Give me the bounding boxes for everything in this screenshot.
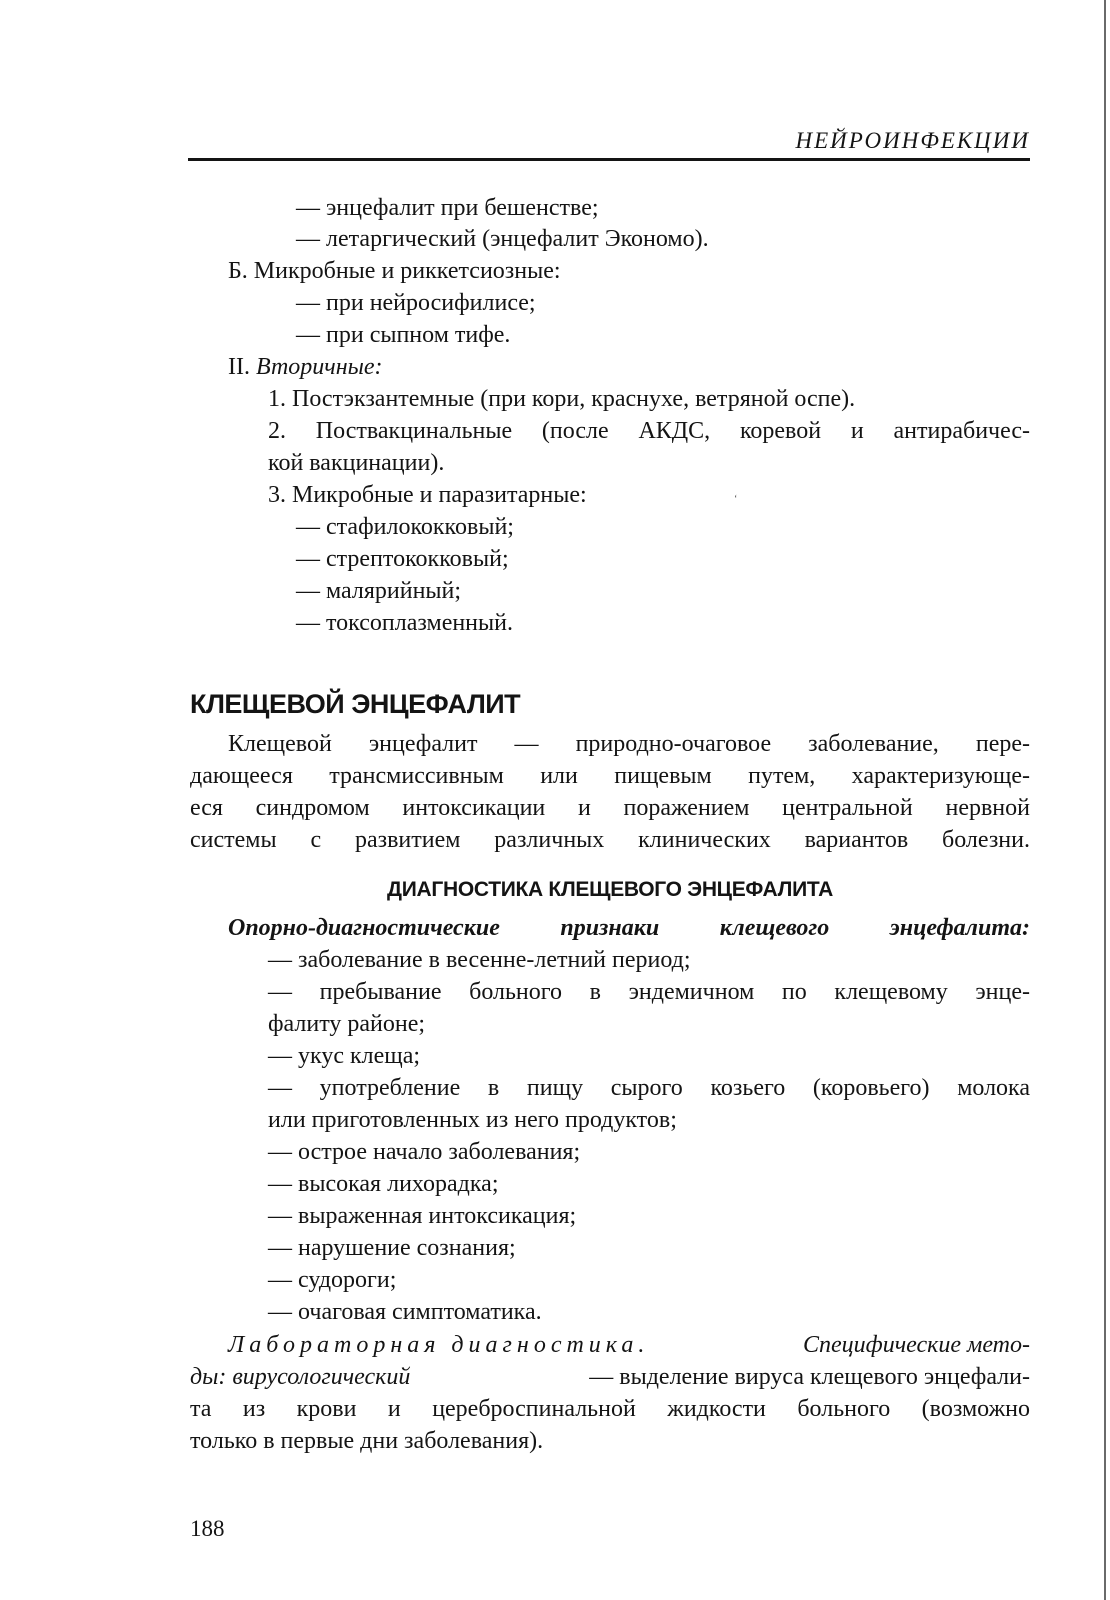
list-item [228, 352, 383, 382]
criteria-item: — острое начало заболевания; [268, 1139, 581, 1165]
paragraph-line: системы с развитием различных клинических вариантов болезни. [190, 827, 1030, 853]
criteria-item: — высокая лихорадка; [268, 1171, 499, 1197]
criteria-item: — употребление в пищу сырого козьего (коровьего) молока [268, 1075, 1030, 1101]
page-number: 188 [190, 1516, 225, 1541]
criteria-item: — очаговая симптоматика. [268, 1299, 542, 1325]
list-item: — стрептококковый; [296, 546, 509, 572]
lab-line-2 [190, 1362, 1030, 1392]
list-item: — энцефалит при бешенстве; [296, 195, 599, 221]
list-item: Б. Микробные и риккетсиозные: [228, 258, 561, 284]
criteria-item-continuation: или приготовленных из него продуктов; [268, 1107, 677, 1133]
list-item: — при сыпном тифе. [296, 322, 511, 348]
section-title: КЛЕЩЕВОЙ ЭНЦЕФАЛИТ [190, 689, 521, 719]
criteria-item: — выраженная интоксикация; [268, 1203, 577, 1229]
subsection-title: ДИАГНОСТИКА КЛЕЩЕВОГО ЭНЦЕФАЛИТА [387, 878, 833, 901]
list-item-continuation: кой вакцинации). [268, 450, 445, 476]
list-number: II. [228, 354, 250, 380]
list-category: Вторичные: [255, 354, 383, 380]
list-item: 1. Постэкзантемные (при кори, краснухе, ветряной оспе). [268, 386, 856, 412]
criteria-item: — пребывание больного в эндемичном по клещевому энце- [268, 979, 1030, 1005]
paragraph-line: та из крови и цереброспинальной жидкости больного (возможно [190, 1396, 1030, 1422]
list-item: — стафилококковый; [296, 514, 514, 540]
criteria-item: — судороги; [268, 1267, 397, 1293]
list-item: — летаргический (энцефалит Экономо). [296, 226, 709, 252]
list-item: — при нейросифилисе; [296, 290, 536, 316]
header-rule [188, 158, 1030, 161]
lab-text: — выделение вируса клещевого энцефали- [589, 1364, 1030, 1390]
lab-line-1 [228, 1330, 1030, 1360]
list-item: — малярийный; [296, 578, 462, 604]
paragraph-line: только в первые дни заболевания). [190, 1428, 544, 1454]
lab-specific: Специфические мето- [803, 1332, 1030, 1358]
list-item: — токсоплазменный. [296, 610, 513, 636]
running-head: НЕЙРОИНФЕКЦИИ [795, 128, 1030, 153]
criteria-item: — укус клеща; [268, 1043, 421, 1069]
criteria-item-continuation: фалиту районе; [268, 1011, 426, 1037]
stray-mark: ‘ [734, 494, 738, 505]
criteria-item: — нарушение сознания; [268, 1235, 516, 1261]
page-edge-line [1104, 0, 1106, 1600]
paragraph-line: дающееся трансмиссивным или пищевым путем, характеризующе- [190, 763, 1030, 789]
criteria-item: — заболевание в весенне-летний период; [268, 947, 691, 973]
criteria-heading: Опорно-диагностические признаки клещевого энцефалита: [228, 915, 1030, 941]
lab-methods: ды: вирусологический [190, 1364, 411, 1390]
paragraph-line: Клещевой энцефалит — природно-очаговое заболевание, пере- [228, 731, 1030, 757]
paragraph-line: еся синдромом интоксикации и поражением центральной нервной [190, 795, 1030, 821]
list-item: 3. Микробные и паразитарные: [268, 482, 587, 508]
list-item: 2. Поствакцинальные (после АКДС, коревой и антирабичес- [268, 418, 1030, 444]
lab-title: Лабораторная диагностика. [228, 1332, 650, 1358]
